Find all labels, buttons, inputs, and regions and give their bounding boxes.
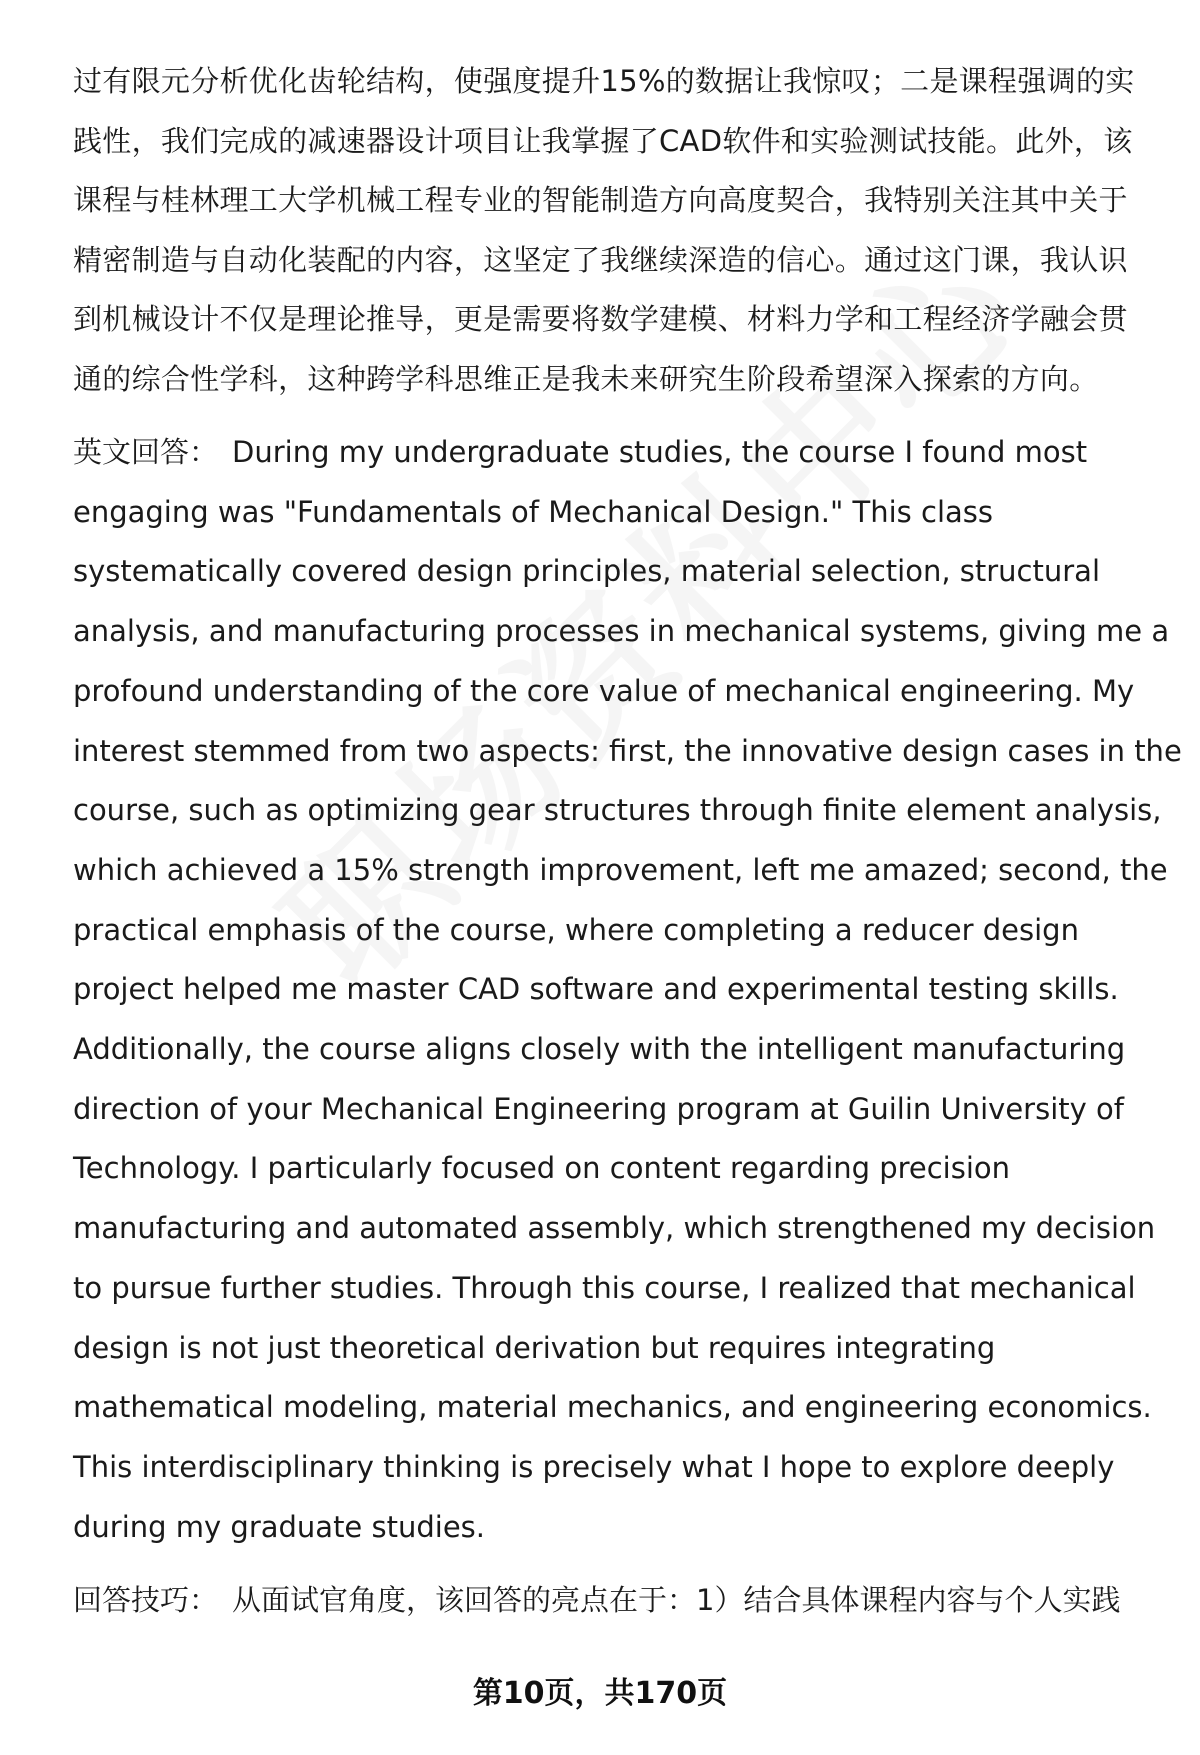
en-line: mathematical modeling, material mechanics, and engineering economics.	[73, 1390, 1152, 1425]
en-line: manufacturing and automated assembly, which strengthened my decision	[73, 1211, 1156, 1246]
cn-line: 践性，我们完成的减速器设计项目让我掌握了CAD软件和实验测试技能。此外，该	[73, 123, 1133, 158]
en-line: profound understanding of the core value of mechanical engineering. My	[73, 673, 1135, 708]
english-answer-paragraph	[73, 423, 1182, 1557]
en-line: design is not just theoretical derivation but requires integrating	[73, 1330, 996, 1365]
en-line: engaging was "Fundamentals of Mechanical Design." This class	[73, 494, 993, 529]
english-answer-label: 英文回答：	[73, 435, 219, 469]
cn-line: 精密制造与自动化装配的内容，这坚定了我继续深造的信心。通过这门课，我认识	[73, 242, 1128, 277]
tips-text: 从面试官角度，该回答的亮点在于：1）结合具体课程内容与个人实践	[232, 1583, 1121, 1618]
en-line: to pursue further studies. Through this course, I realized that mechanical	[73, 1270, 1136, 1305]
chinese-paragraph	[73, 52, 1148, 409]
en-line: This interdisciplinary thinking is precisely what I hope to explore deeply	[73, 1449, 1115, 1484]
en-line: during my graduate studies.	[73, 1509, 485, 1544]
tips-label: 回答技巧：	[73, 1583, 219, 1618]
en-line: which achieved a 15% strength improvement, left me amazed; second, the	[73, 852, 1168, 887]
en-line: course, such as optimizing gear structures through finite element analysis,	[73, 793, 1162, 828]
en-line: project helped me master CAD software and experimental testing skills.	[73, 972, 1119, 1007]
en-line: systematically covered design principles, material selection, structural	[73, 554, 1101, 589]
page-content	[73, 52, 1182, 1631]
page-number-footer: 第10页，共170页	[472, 1676, 728, 1711]
en-line: direction of your Mechanical Engineering program at Guilin University of	[73, 1091, 1124, 1126]
en-line: practical emphasis of the course, where completing a reducer design	[73, 912, 1079, 947]
en-line-first	[73, 423, 1148, 483]
cn-line: 通的综合性学科，这种跨学科思维正是我未来研究生阶段希望深入探索的方向。	[73, 361, 1099, 396]
en-line: analysis, and manufacturing processes in mechanical systems, giving me a	[73, 614, 1170, 649]
answer-tips	[73, 1571, 1148, 1631]
en-line: Additionally, the course aligns closely with the intelligent manufacturing	[73, 1032, 1126, 1067]
cn-line: 到机械设计不仅是理论推导，更是需要将数学建模、材料力学和工程经济学融会贯	[73, 302, 1128, 336]
cn-line: 课程与桂林理工大学机械工程专业的智能制造方向高度契合，我特别关注其中关于	[73, 183, 1128, 217]
en-line-text: During my undergraduate studies, the course I found most	[232, 435, 1088, 469]
en-line: interest stemmed from two aspects: first, the innovative design cases in the	[73, 733, 1182, 768]
cn-line: 过有限元分析优化齿轮结构，使强度提升15%的数据让我惊叹；二是课程强调的实	[73, 64, 1135, 98]
en-line: Technology. I particularly focused on content regarding precision	[73, 1151, 1011, 1186]
